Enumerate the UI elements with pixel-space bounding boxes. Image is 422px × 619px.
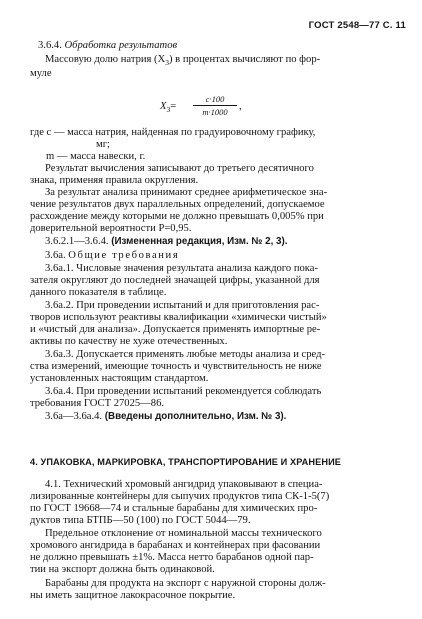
where-m: m — масса навески, г. bbox=[46, 151, 146, 162]
clause-4-1-line1: 4.1. Технический хромовый ангидрид упаковывают в специа- bbox=[45, 479, 323, 490]
rounding-line2: знака, применяя правила округления. bbox=[30, 175, 199, 186]
clause-3-6a-2-line1: 3.6а.2. При проведении испытаний и для приготовления рас- bbox=[45, 300, 320, 311]
clause-3-6a-3-line2: ства измерений, имеющие точность и чувствительность не ниже bbox=[30, 361, 322, 372]
deviation-line4: тии на экспорт должна быть одинаковой. bbox=[30, 564, 215, 575]
formula-denominator: m·1000 bbox=[202, 107, 228, 117]
clause-3-6a-3-line1: 3.6а.3. Допускается применять любые методы анализа и сред- bbox=[45, 349, 325, 360]
clause-number: 3.6.4. bbox=[38, 40, 62, 51]
section-4-heading: 4. УПАКОВКА, МАРКИРОВКА, ТРАНСПОРТИРОВАНИЕ И ХРАНЕНИЕ bbox=[30, 457, 342, 467]
clause-3-6a-2-line2: творов используют реактивы квалификации «химически чистый» bbox=[30, 312, 327, 323]
deviation-line1: Предельное отклонение от номинальной массы технического bbox=[45, 528, 322, 539]
export-line2: ны иметь защитное лакокрасочное покрытие. bbox=[30, 590, 236, 601]
clause-3-6-4-line1: Массовую долю натрия $(X_3)$ в процентах вычисляют по фор- bbox=[45, 54, 321, 68]
deviation-line3: не должно превышать ±1%. Масса нетто барабанов одной пар- bbox=[30, 552, 314, 563]
clause-3-6a-1-line1: 3.6а.1. Числовые значения результата анализа каждого пока- bbox=[45, 263, 319, 274]
export-line1: Барабаны для продукта на экспорт с наружной стороны долж- bbox=[45, 578, 326, 589]
amendment-note-2: 3.6а—3.6а.4. (Введены дополнительно, Изм. № 3). bbox=[45, 411, 287, 422]
page-header: ГОСТ 2548—77 С. 11 bbox=[308, 20, 406, 31]
where-c-line2: мг; bbox=[96, 139, 110, 150]
clause-4-1-line4: дуктов типа БТПБ—50 (100) по ГОСТ 5044—79. bbox=[30, 515, 251, 526]
clause-title: Обработка результатов bbox=[64, 40, 178, 51]
rounding-line1: Результат вычисления записывают до третьего десятичного bbox=[45, 163, 314, 174]
clause-3-6-4-heading bbox=[38, 40, 406, 52]
final-line2: чение результатов двух параллельных определений, допускаемое bbox=[30, 199, 325, 210]
final-line3: расхождение между которыми не должно превышать 0,005% при bbox=[30, 211, 324, 222]
amendment-note-1: 3.6.2.1—3.6.4. (Измененная редакция, Изм. № 2, 3). bbox=[45, 236, 288, 247]
clause-3-6a-4-line2: требования ГОСТ 27025—86. bbox=[30, 398, 165, 409]
clause-3-6a-2-line4: активы по качеству не хуже отечественных. bbox=[30, 336, 228, 347]
clause-3-6a-4-line1: 3.6а.4. При проведении испытаний рекомендуется соблюдать bbox=[45, 386, 322, 397]
final-line1: За результат анализа принимают среднее арифметическое зна- bbox=[45, 187, 328, 198]
formula-fraction bbox=[193, 94, 237, 117]
clause-3-6a-2-line3: и «чистый для анализа». Допускается применять импортные ре- bbox=[30, 324, 321, 335]
fraction-bar bbox=[193, 105, 237, 106]
clause-4-1-line3: по ГОСТ 19668—74 и стальные барабаны для химических про- bbox=[30, 503, 318, 514]
clause-3-6a-1-line2: зателя округляют до последней значащей цифры, указанной для bbox=[30, 275, 320, 286]
final-line4: доверительной вероятности P=0,95. bbox=[30, 223, 192, 234]
clause-3-6a-1-line3: данного показателя в таблице. bbox=[30, 287, 167, 298]
where-c-line1: где c — масса натрия, найденная по градуировочному графику, bbox=[30, 127, 316, 138]
formula-lhs: $X_3=$ bbox=[160, 101, 177, 115]
clause-3-6a-3-line3: установленных настоящим стандартом. bbox=[30, 373, 209, 384]
clause-4-1-line2: лизированные контейнеры для сыпучих продуктов типа СК-1-5(7) bbox=[30, 491, 330, 502]
formula-numerator: c·100 bbox=[205, 94, 225, 104]
formula-comma: , bbox=[239, 101, 242, 112]
deviation-line2: хромового ангидрида в барабанах и контейнерах при фасовании bbox=[30, 540, 321, 551]
clause-3-6a-heading: 3.6а. Общие требования bbox=[45, 250, 180, 261]
clause-3-6-4-line2: муле bbox=[30, 68, 52, 79]
